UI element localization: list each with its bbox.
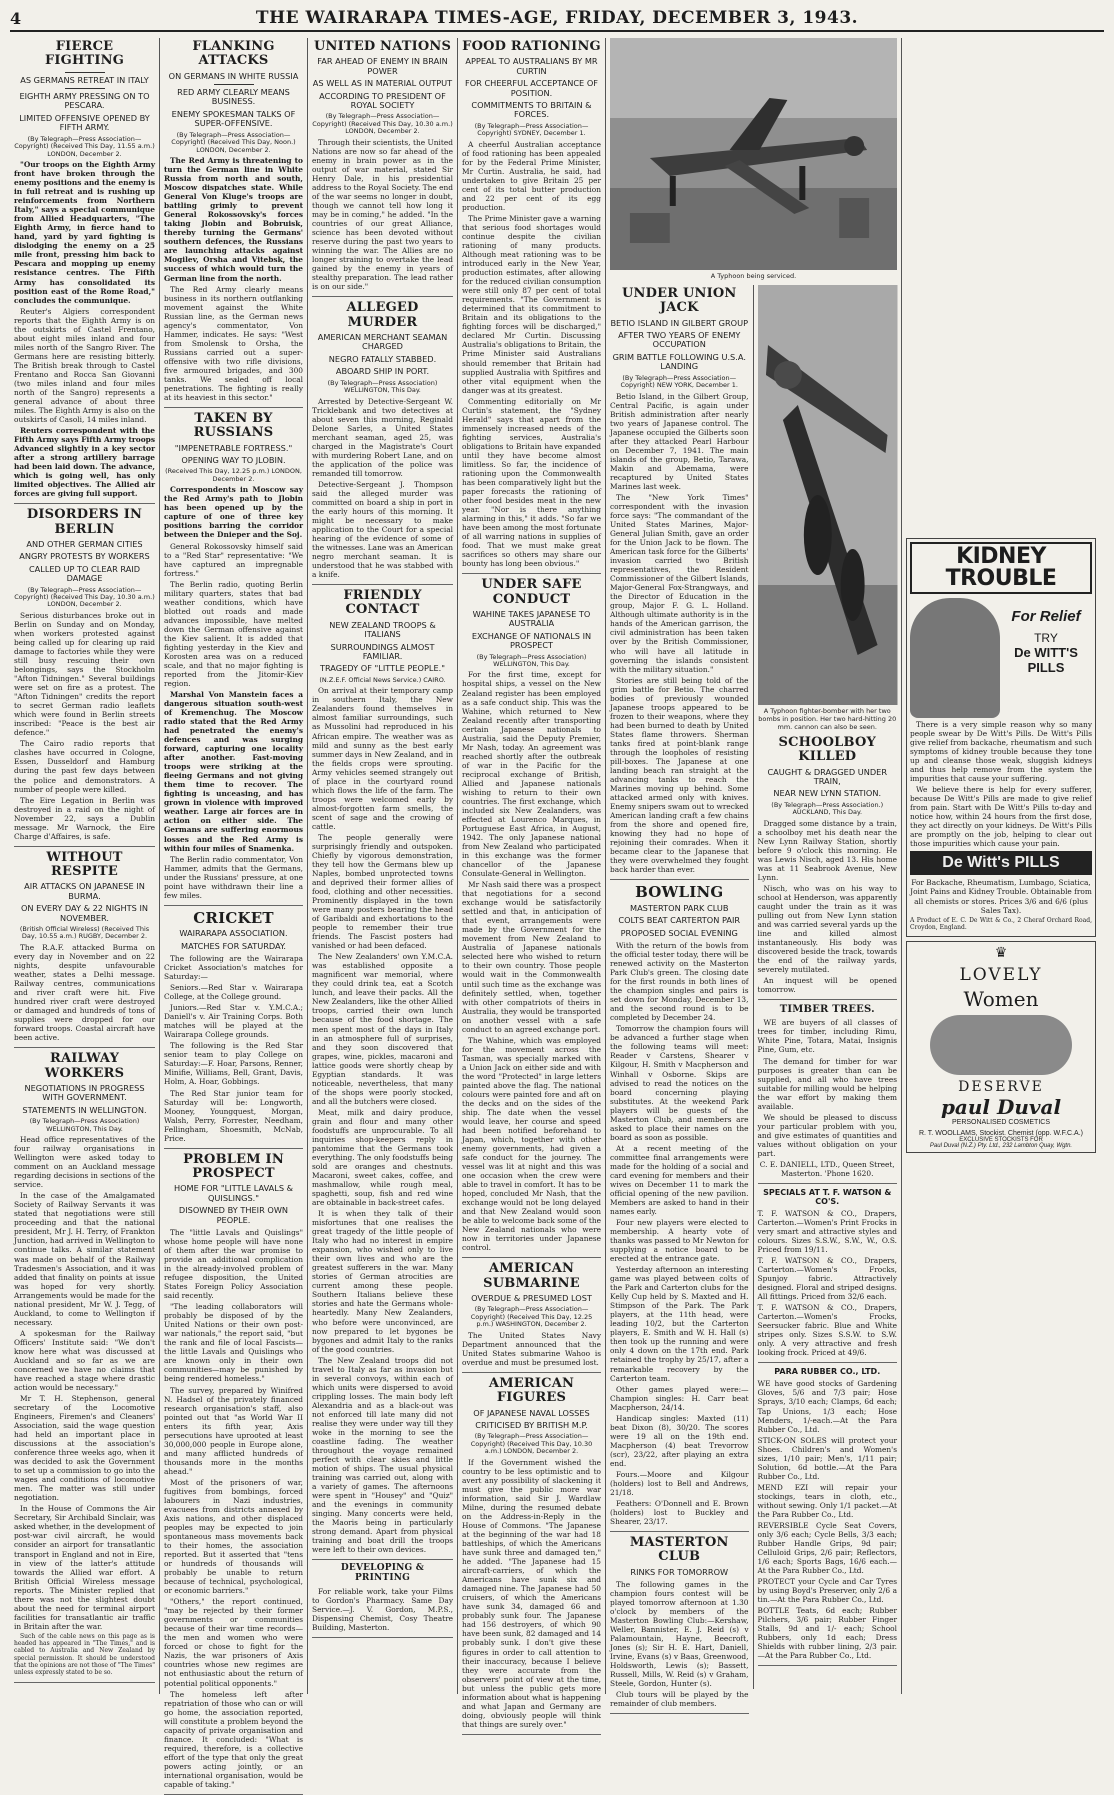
paragraph: "Others," the report continued, "may be rejected by their former governments or communities because of their war time records—the men and women who were forced or chose to fight for the Nazis, the war prisoners of Axis countries whose new regimes are not enthusiastic about the return of potential political opponents." — [164, 1597, 303, 1688]
headline: WITHOUT RESPITE — [46, 849, 123, 880]
brand: De WITT'S — [1014, 645, 1078, 660]
ad-title: KIDNEY TROUBLE — [910, 542, 1092, 594]
paragraph: Mr Nash said there was a prospect that negotiations for a second exchange would be satisfactorily settled and that, in anticipation of that event, arrangements were made by the Government for the movement from New Zealand to Australia of Japanese nationals selected here who wished to return to their own country. Those people would wait in the Commonwealth until such time as the exchange was definitely settled, when, together with other compatriots of theirs in Australia, they would be transported on another vessel with a safe conduct to an agreed exchange port. — [462, 880, 601, 1034]
maker: Paul Duval (N.Z.) Pty. Ltd., 232 Lambton Quay, Wgtn. — [929, 1143, 1073, 1150]
photo-caption: A Typhoon being serviced. — [710, 272, 797, 280]
paragraph: The demand for timber for war purposes is greater than can be supplied, and all who have trees suitable for milling would be helping the war effort by making them available. — [757, 1056, 897, 1111]
sub: PERSONALISED COSMETICS — [951, 1119, 1051, 1127]
paragraph: Reuter's Algiers correspondent reports that the Eighth Army is on the outskirts of Castel Frentano, about eight miles inland and four miles north of the Sangro River. The Germans here are resisting bitterly. The British break through to Castel Frentano and Rocca San Giovanni (two miles inland and four miles north of the Sangro) represents a general advance of about three miles. The Eighth Army is also on the outskirts of Casoli, 14 miles inland. — [14, 306, 155, 424]
paragraph: For the first time, except for hospital ships, a vessel on the New Zealand register has been employed as a safe conduct ship. This was the Wahine, which returned to New Zealand recently after transporting certain Japanese nationals to Australia, said the Deputy Premier, Mr Nash, today. An agreement was reached shortly after the outbreak of war in the Pacific for the reciprocal exchange of British, Allied and Japanese nationals wishing to return to their own countries. The first exchange, which included six New Zealanders, was effected at Lourenco Marques, in Portuguese East Africa, in August, 1942. The only Japanese national from New Zealand who participated in this exchange was the former chancellor of the Japanese Consulate-General in Wellington. — [462, 670, 601, 879]
paragraph: The following games in the champion fours contest will be played tomorrow afternoon at 1.30 o'clock by members of the Masterton Bowling Club:—Kershaw, Weller, Bannister, E. J. Reid (s) v Palamountain, Hayne, Beecroft, Jones (s); Sir H. E. Hart, Daniell, Irvine, Evans (s) v Baas, Greenwood, Holdsworth, Lewis (s); Bassett, Russell, Mills, W. Reid (s) v Graham, Steele, Gordon, Hunter (s). — [610, 1580, 749, 1689]
column-4 — [458, 38, 606, 1729]
paragraph: Commenting editorially on Mr Curtin's statement, the "Sydney Herald" says that apart from the immensely increased needs of the fighting services, Australia's obligations to Britain have expanded until they have become almost limitless. So far, the incidence of rationing upon the Commonwealth has been comparatively light but the paper forecasts the rationing of other food besides meat in the new year. "Nor is there anything alarming in this," it adds. "So far we have been among the most fortunate of all warring nations in supplies of food. That we must make great sacrifices so others may share our bounty has long been obvious." — [462, 396, 601, 569]
ad-timber-trees — [758, 1004, 898, 1184]
paragraph: Four new players were elected to membership. A hearty vote of thanks was passed to Mr Newton for supplying a notice board to be erected at the entrance gate. — [610, 1218, 749, 1264]
subhead: "IMPENETRABLE FORTRESS." — [174, 442, 293, 453]
story-cricket — [164, 910, 303, 1149]
subhead: ON EVERY DAY & 22 NIGHTS IN NOVEMBER. — [20, 903, 148, 923]
paragraph: Head office representatives of the four railway organisations in Wellington were asked today to comment on an Auckland message regarding decisions in sections of the service. — [14, 1135, 155, 1190]
subhead: TRAGEDY OF "LITTLE PEOPLE." — [319, 663, 446, 674]
paragraph: There is a very simple reason why so many people swear by De Witt's Pills. De Witt's Pills give relief from backache, rheumatism and such symptoms of kidney trouble because they tone up and cleanse those weak, sluggish kidneys and thus help remove from the system the impurities that cause your suffering. — [910, 720, 1092, 784]
headline: AMERICAN FIGURES — [488, 1376, 575, 1406]
column-7 — [902, 38, 1100, 1694]
photo-typhoon-serviced — [610, 38, 897, 270]
subhead: OF JAPANESE NAVAL LOSSES — [473, 1407, 590, 1418]
deserve-label: DESERVE — [958, 1079, 1044, 1096]
lovely-label: LOVELY — [959, 965, 1043, 986]
column-6 — [754, 285, 902, 1689]
paragraph: The New Zealand troops did not travel to Italy as far as invasion but in several convoys, within each of which units were dispersed to avoid crippling losses. The main body left Alexandria and as a black-out was not enforced till late many did not realise they were under way till they woke in the morning to see the coastline fading. The weather throughout the voyage remained perfect with clear skies and little motion of ships. The usual physical training was carried out, along with a variety of games. The afternoons were spent in "Housey" and "Quiz" and the evenings in community singing. Many concerts were held, the Maoris being in particularly strong demand. Apart from physical training and boat drill the troops were left to their own devices. — [312, 1355, 453, 1555]
paragraph: Through their scientists, the United Nations are now so far ahead of the enemy in brain power as in the output of war material, stated Sir Henry Dale, in his presidential address to the Royal Society. The end of the war seems no longer in doubt, though we cannot tell how long it may be in coming," he added. "In the countries of our great Alliance, science has been devoted without reserve during the past two years to winning the war. The Allies are no longer straining to overtake the lead gained by the enemy in years of stealthy preparation. The lead rather is on our side." — [312, 137, 453, 292]
column-5 — [606, 285, 754, 1709]
paragraph: The "little Lavals and Quislings" whose home people will have none of them after the war promise to provide an additional complication in the already-involved problem of refugee disposition, the United States Foreign Policy Association said recently. — [164, 1227, 303, 1301]
stockist: R. T. WOOLLAMS, Stockist. Chemist (opp. W.F.C.A.) — [918, 1130, 1084, 1138]
dateline: (British Official Wireless) (Received This Day, 10.55 a.m.) RUGBY, December 2. — [19, 925, 150, 941]
dateline: (By Telegraph—Press Association) WELLINGTON, This Day. — [29, 1117, 140, 1133]
paragraph: With the return of the bowls from the official tester today, there will be renewed activity on the Masterton Park Club's green. The closing date for the first rounds in both lines of the champion singles and pairs is set down for Monday, December 13, and the second round is to be completed by December 24. — [610, 941, 749, 1023]
paragraph: The Red Army clearly means business in its northern outflanking movement against the White Russian line, as the German news agency's commentator, Von Hammer, indicates. He says: "West from Smolensk to Orsha, the Russians carried out a super-offensive with two rifle divisions, five armoured brigades, and 300 tanks. We sealed off local penetrations. The fighting is really at its heaviest in this sector." — [164, 284, 303, 402]
column-2 — [160, 38, 308, 1789]
paragraph: We believe there is help for every sufferer, because De Witt's Pills are made to give relief from pain. Start with De Witt's Pills to-day and notice how, within 24 hours from the first dose, they act directly on your kidneys. De Witt's Pills are promptly on the job, helping to clear out those impurities which cause your pain. — [910, 785, 1092, 849]
paragraph: BOTTLE Teats, 6d each; Rubber Pilchers, 3/6 pair; Rubber Finger Stalls, 9d and 1/- each; School Rubbers, only 1d each; Dress Shields with rubber lining, 2/3 pair.—At the Para Rubber Co., Ltd. — [757, 1606, 897, 1661]
headline: FLANKING ATTACKS — [192, 39, 275, 69]
paragraph: MEND EZI will repair your stockings, tears in cloth, etc., without sewing. Only 1/1 packet.—At the Para Rubber Co., Ltd. — [757, 1482, 897, 1519]
story-under-safe-conduct — [462, 578, 601, 1258]
headline: UNDER SAFE CONDUCT — [481, 577, 582, 607]
story-bowling — [610, 884, 749, 1532]
paragraph: Betio Island, in the Gilbert Group, Central Pacific, is again under British administration after nearly two years of Japanese control. The Japanese occupied the Gilberts soon after they attacked Pearl Harbour on December 7, 1941. The main islands of the group, Betio, Tarawa, Makin and Abemama, were recaptured by United States Marines last week. — [610, 391, 749, 491]
subhead: COLTS BEAT CARTERTON PAIR — [618, 915, 741, 926]
subhead: OVERDUE & PRESUMED LOST — [471, 1293, 592, 1304]
paragraph: The following are the Wairarapa Cricket Association's matches for Saturday:— — [164, 954, 303, 982]
headline: ALLEGED MURDER — [346, 300, 419, 330]
dewitts-logo: De Witt's PILLS — [910, 851, 1092, 875]
paragraph: Handicap singles: Maxted (11) beat Dixon (8), 30/20. The scores were 19 all on the 19th end. Macpherson (4) beat Trevorrow (scr), 23/22, after playing an extra end. — [610, 1413, 749, 1468]
story-under-union-jack — [610, 287, 749, 880]
headline: FIERCE FIGHTING — [44, 39, 125, 69]
paragraph: Juniors.—Red Star v. Y.M.C.A.; Daniell's v. Air Training Corps. Both matches will be played at the Wairarapa College grounds. — [164, 1003, 303, 1040]
paragraph: On arrival at their temporary camp in southern Italy, the New Zealanders found themselves in almost familiar surroundings, such as Mussolini had reproduced in his African empire. The weather was as mild and sunny as the best early summer days in New Zealand, and in the fields crops were sprouting. Army vehicles seemed strangely out of place in the courtyard round which flows the life of the farm. The troops were welcomed early by almost-forgotten farm smells, the scent of sage and the crowing of cattle. — [312, 686, 453, 831]
photo-caption: A Typhoon fighter-bomber with her two bombs in position. Her two hard-hitting 20 mm. cannon can also be seen. — [758, 707, 897, 731]
subhead: EIGHTH ARMY PRESSING ON TO PESCARA. — [19, 91, 150, 111]
subhead: WAHINE TAKES JAPANESE TO AUSTRALIA — [472, 608, 591, 629]
paragraph: We should be pleased to discuss your particular problem with you, and give estimates of quantities and values without obligation on your part. — [757, 1112, 897, 1158]
page-number: 4 — [10, 8, 22, 28]
paragraph: Club tours will be played by the remainder of club members. — [610, 1690, 749, 1709]
paragraph: General Rokossovsky himself said to a "Red Star" representative: "We have captured an impregnable fortress." — [164, 541, 303, 578]
paragraph: In the House of Commons the Air Secretary, Sir Archibald Sinclair, was asked whether, in the development of post-war civil aircraft, he would consider an airport for transatlantic transport in England and not in Eire, in view of the latter's attitude towards the Allied war effort. A British Official Wireless message reports. The Minister replied that there was not the slightest doubt about the need for terminal airport facilities for transatlantic air traffic in Britain after the war. — [14, 1504, 155, 1631]
paragraph: T. F. WATSON & CO., Drapers, Carterton.—Women's Frocks, Spunjoy fabric. Attractively designed. Floral and striped designs. All fittings. Priced from 32/6 each. — [757, 1256, 897, 1302]
headline: UNDER UNION JACK — [622, 286, 737, 316]
paragraph: A spokesman for the Railway Officers' Institute said: "We don't know here what was discussed at Auckland and so far as we are concerned we have no claims that have reached a stage where drastic action would be necessary." — [14, 1328, 155, 1392]
subhead: AS WELL AS IN MATERIAL OUTPUT — [312, 78, 453, 89]
subhead: RED ARMY CLEARLY MEANS BUSINESS. — [177, 87, 290, 107]
try-label: TRY — [1034, 631, 1058, 645]
subhead: ABOARD SHIP IN PORT. — [335, 366, 430, 377]
headline: BOWLING — [635, 883, 724, 902]
dateline: (By Telegraph—Press Association—Copyright) NEW YORK, December 1. — [620, 373, 738, 390]
subhead: ENEMY SPOKESMAN TALKS OF SUPER-OFFENSIVE. — [171, 108, 296, 129]
headline: CRICKET — [193, 908, 274, 927]
subhead: FAR AHEAD OF ENEMY IN BRAIN POWER — [317, 56, 448, 76]
paragraph: The Berlin radio commentator, Von Hammer, admits that the Germans, under the Russians' pressure, at one point have withdrawn their line a few miles. — [164, 854, 303, 900]
paragraph: Marshal Von Manstein faces a dangerous situation south-west of Kremenchug. The Moscow radio stated that the Red Army had penetrated the enemy's defences and was surging forward, capturing one locality after another. Fast-moving troops were striking at the fleeing Germans and not giving them time to recover. The fighting is unceasing, and has grown in violence with improved weather. Large air forces are in action on either side. The Germans are suffering enormous losses and the Red Army is within four miles of Snamenka. — [164, 690, 303, 853]
story-american-figures — [462, 1377, 601, 1735]
subhead: WAIRARAPA ASSOCIATION. — [179, 928, 288, 939]
signature: C. E. DANIELL, LTD., Queen Street, Masterton. 'Phone 1620. — [759, 1159, 895, 1178]
headline: AMERICAN SUBMARINE — [483, 1261, 580, 1291]
paragraph: It is when they talk of their misfortunes that one realises the great tragedy of the little people of Italy who had no interest in empire expansion, who wished only to live their own lives and who are the greatest sufferers in the war. Many stories of German atrocities are current among these people. Southern Italians believe these stories and hate the Germans whole-heartedly. Many New Zealanders, who before were unconvinced, are now prepared to let bygones be bygones and admit Italy to the ranks of the good countries. — [312, 1209, 453, 1354]
subhead: AMERICAN MERCHANT SEAMAN CHARGED — [317, 331, 448, 352]
paragraph: T. F. WATSON & CO., Drapers, Carterton.—Women's Frocks, Seersucker fabric. Blue and White stripes only. Sizes S.S.W. to S.W. only. A very attractive and fresh looking frock. Priced at 49/6. — [757, 1303, 897, 1358]
subhead: GRIM BATTLE FOLLOWING U.S.A. LANDING — [612, 351, 746, 372]
paragraph: Nisch, who was on his way to school at Henderson, was apparently caught under the train as it was pulling out from New Lynn station and was carried several yards up the line and killed almost instantaneously. His body was discovered beside the track, towards the end of the railway yards, severely mutilated. — [757, 884, 897, 975]
paragraph: The people generally were surprisingly friendly and outspoken. Chiefly by vigorous demonstration, they tell how the Germans blew up Naples, bombed unprotected towns and deprived their former allies of food, clothing and other necessities. Prominently displayed in the town were many posters bearing the head of Garibaldi and exhortations to the people to remember their true friends. The Fascist posters had vanished or had been defaced. — [312, 832, 453, 951]
subhead: AIR ATTACKS ON JAPANESE IN BURMA. — [24, 881, 145, 901]
dateline: (By Telegraph—Press Association—Copyright) (Received This Day, 10.30 a.m.) LONDON, December 2. — [470, 1432, 593, 1456]
paragraph: Seniors.—Red Star v. Wairarapa College, at the College ground. — [164, 983, 303, 1002]
subhead: NEGOTIATIONS IN PROGRESS WITH GOVERNMENT. — [24, 1082, 145, 1103]
paragraph: Correspondents in Moscow say the Red Army's path to Jlobin has been opened up by the capture of one of three key positions barring the corridor between the Dnieper and the Soj. — [164, 485, 303, 540]
paragraph: The United States Navy Department announced that the United States submarine Wahoo is overdue and must be presumed lost. — [462, 1330, 601, 1367]
subhead: RINKS FOR TOMORROW — [630, 1566, 729, 1577]
subhead: OPENING WAY TO JLOBIN. — [181, 454, 286, 465]
subhead: AND OTHER GERMAN CITIES — [26, 538, 143, 549]
paragraph: The Red Star junior team for Saturday will be: Longworth, Mooney, Youngquest, Morgan, Walsh, Perry, Forrester, Needham, Fellingham, Shoesmith, McNab, Price. — [164, 1088, 303, 1143]
for-relief: For Relief — [1011, 608, 1081, 625]
paragraph: The homeless left after repatriation of those who can or will go home, the association reported, will constitute a problem beyond the capacity of private organisation and finance. It concluded: "What is required, therefore, is a collective effort of the type that only the great powers acting jointly, or an international organisation, would be capable of taking." — [164, 1689, 303, 1789]
subhead: HOME FOR "LITTLE LAVALS & QUISLINGS." — [173, 1183, 294, 1203]
maker: A Product of E. C. De Witt & Co., 2 Cheraf Orchard Road, Croydon, England. — [910, 916, 1092, 931]
paragraph: The Prime Minister gave a warning that serious food shortages would continue despite the civilian rationing of many products. Although meat rationing was to be introduced early in the New Year, production estimates, after allowing for the reduced civilian consumption were still only 87 per cent of total requirements. "The Government is determined that its commitment to Britain and its obligations to the fighting forces will be discharged," declared Mr Curtin. Discussing Australia's obligations to Britain, the Prime Minister said Australians should remember that Britain had supplied Australia with Spitfires and other vital equipment when the danger was at its greatest. — [462, 214, 601, 395]
headline: MASTERTON CLUB — [629, 1535, 729, 1565]
paragraph: The Red Army is threatening to turn the German line in White Russia from north and south, Moscow dispatches state. While General Von Kluge's troops are battling grimly to prevent General Rokossovsky's forces taking Jlobin and Bobruisk, thereby turning the Germans' southern defences, the Russians are launching attacks against Mogilev, Orsha and Vitebsk, the success of which would turn the German line from the north. — [164, 156, 303, 283]
paragraph: WE have good stocks of Gardening Gloves, 5/6 and 7/3 pair; Hose Sprays, 3/10 each; Clamps, 6d each; Tap Unions, 1/3 each; Hose Menders, 1/-each.—At the Para Rubber Co., Ltd. — [757, 1379, 897, 1434]
story-fierce-fighting — [14, 40, 155, 504]
masthead-title: THE WAIRARAPA TIMES-AGE, FRIDAY, DECEMBER 3, 1943. — [255, 8, 859, 28]
paragraph: "Our troops on the Eighth Army front have broken through the enemy positions and the enemy is in full retreat and is rushing up reinforcements from Northern Italy," says a special communique from Allied Headquarters, "The Eighth Army, in fierce hand to hand, yard by yard fighting is dislodging the enemy on a 25 mile front, pressing him back to Pescara and mopping up enemy resistance centres. The Fifth Army has consolidated its position east of the Rome Road," concludes the communique. — [14, 160, 155, 305]
subhead: CAUGHT & DRAGGED UNDER TRAIN, — [767, 766, 888, 787]
headline: SCHOOLBOY KILLED — [778, 735, 876, 765]
paragraph: An inquest will be opened tomorrow. — [757, 976, 897, 995]
paragraph: "The leading collaborators will probably be disposed of by the United Nations or their own post-war nationals," the report said, "but the rank and file of local Fascists—the little Lavals and Quislings who are known only in their own communities—may be punished by being rendered homeless." — [164, 1302, 303, 1384]
dateline: (By Telegraph—Press Association—Copyright) SYDNEY, December 1. — [474, 121, 589, 138]
subhead: NEAR NEW LYNN STATION. — [773, 788, 882, 799]
ad-developing-printing — [312, 1564, 453, 1638]
photo-typhoon-bomber — [758, 285, 898, 705]
subhead: FOR CHEERFUL ACCEPTANCE OF POSITION. — [465, 78, 598, 98]
women-label: Women — [963, 987, 1039, 1012]
dateline: (By Telegraph—Press Association—Copyright) (Received This Day, Noon.) LONDON, December 2. — [171, 130, 296, 154]
dateline: (By Telegraph—Press Association—Copyright) (Received This Day, 12.25 p.m.) WASHINGTON, December 2. — [470, 1305, 593, 1329]
story-alleged-murder — [312, 301, 453, 585]
paragraph: Arrested by Detective-Sergeant W. Tricklebank and two detectives at about seven this morning, Reginald Delone Sarles, a United States merchant seaman, aged 25, was charged in the Magistrate's Court with murdering Robert Lane, and on the application of the police was remanded till tomorrow. — [312, 396, 453, 478]
paragraph: The R.A.F. attacked Burma on every day in November and on 22 nights, despite unfavourable weather, states a Delhi message. Railway centres, communications and river craft were hit. Five hundred river craft were destroyed or damaged and hundreds of tons of supplies were dropped for our forward troops. Coastal aircraft have been active. — [14, 942, 155, 1043]
dateline: (By Telegraph—Press Association) WELLINGTON, This Day. — [476, 652, 587, 668]
paragraph: Reuters correspondent with the Fifth Army says Fifth Army troops Advanced slightly in a key sector after a strong artillery barrage had been laid down. The advance, which is going well, has only limited objectives. The Allied air forces are giving full support. — [14, 426, 155, 499]
story-disorders-in-berlin — [14, 508, 155, 846]
story-problem-in-prospect — [164, 1153, 303, 1795]
dateline: (N.Z.E.F. Official News Service.) CAIRO. — [319, 675, 446, 684]
ad-specials-watson — [758, 1188, 898, 1364]
story-taken-by-russians — [164, 412, 303, 906]
ad-dewitts-pills — [906, 538, 1096, 937]
headline: RAILWAY WORKERS — [44, 1051, 125, 1081]
paul-duval-logo: paul Duval — [940, 1095, 1062, 1120]
note: Such of the cable news on this page as is headed has appeared in "The Times," and is cabled to Australia and New Zealand by special permission. It should be understood that the opinions are not those of "The Times" unless expressly stated to be so. — [14, 1632, 155, 1677]
story-without-respite — [14, 851, 155, 1049]
paragraph: Other games played were:— Champion singles: H. Carr beat Macpherson, 24/14. — [610, 1384, 749, 1412]
paragraph: If the Government wished the country to be less optimistic and to avert any possibility of slackening it must give the public more war information, said Sir J. Wardlaw Milne, during the resumed debate on the Address-in-Reply in the House of Commons. "The Japanese at the beginning of the war had 18 battleships, of which the Americans have sunk three and damaged ten," he added. "The Japanese had 15 aircraft-carriers, of which the Americans have sunk six and damaged nine. The Japanese had 50 cruisers, of which the Americans have sunk 34, damaged 66 and probably sunk four. The Japanese had 156 destroyers, of which 90 have been sunk, 82 damaged and 14 probably sunk. I don't give these figures in order to call attention to their inaccuracy, because I believe they were accurate from the observers' point of view at the time, but unless the public gets more information about what is happening and what Japan and Germany are doing, obviously people will think that things are surely over." — [462, 1457, 601, 1729]
dateline: (By Telegraph—Press Association—Copyright) (Received This Day, 11.55 a.m.) LONDON, December 2. — [14, 134, 155, 158]
paragraph: At a recent meeting of the committee final arrangements were made for the holding of a social and card evening for members and their wives on December 11 to mark the official opening of the new pavilion. Members are asked to hand in their names early. — [610, 1143, 749, 1216]
paragraph: The Cairo radio reports that clashes have occurred in Cologne, Essen, Dusseldorf and Hamburg during the past few days between the police and demonstrators. A number of people were killed. — [14, 739, 155, 794]
paragraph: For reliable work, take your Films to Gordon's Pharmacy. Same Day Service.—J. V. Gordon, M.P.S., Dispensing Chemist, Cosy Theatre Building, Masterton. — [312, 1587, 453, 1633]
story-american-submarine — [462, 1262, 601, 1373]
subhead: STATEMENTS IN WELLINGTON. — [22, 1104, 147, 1115]
exclusive: EXCLUSIVE STOCKISTS FOR — [959, 1137, 1043, 1144]
paragraph: Most of the prisoners of war, fugitives from bombings, forced labourers in Nazi industries, evacuees from districts annexed by Axis nations, and other displaced peoples may be expected to join spontaneous mass movements back to their homes, the association reported. But it asserted that "tens or hundreds of thousands will probably be unable to return because of technical, psychological, or economic barriers." — [164, 1477, 303, 1596]
ad-para-rubber — [758, 1367, 898, 1666]
subhead: CALLED UP TO CLEAR RAID DAMAGE — [28, 563, 141, 584]
dateline: (By Telegraph—Press Association—Copyright) (Received This Day, 10.30 a.m.) LONDON, December 2. — [312, 112, 453, 136]
paragraph: The New Zealanders' own Y.M.C.A. was established opposite a magnificent war memorial, where they could drink tea, eat a Scotch lunch, and leave their packs. All the New Zealanders, like the other Allied troops, carried their own lunch because of the food shortage. The men spent most of the days in Italy in an atmosphere full of surprises, and they soon discovered that grapes, wine, pickles, macaroni and lattice goods were shortly cheap by Egyptian standards. It was noticeable, nevertheless, that many of the shops were poorly stocked, and all the butchers were closed. — [312, 952, 453, 1106]
dateline: (By Telegraph—Press Association.) AUCKLAND, This Day. — [771, 800, 884, 817]
headline: UNITED NATIONS — [313, 39, 452, 54]
paragraph: WE are buyers of all classes of trees for timber, including Rimu, White Pine, Totara, Matai, Insignis Pine, Gum, etc. — [757, 1018, 897, 1055]
dateline: (Received This Day, 12.25 p.m.) LONDON, December 2. — [165, 467, 302, 483]
paragraph: Feathers: O'Donnell and E. Brown (holders) lost to Buckley and Shearer, 23/17. — [610, 1498, 749, 1526]
paragraph: The survey, prepared by Winifred N. Hadsel of the privately financed research organisation's staff, also pointed out that "as World War II enters its fifth year, Axis persecutions have uprooted at least 30,000,000 people in Europe alone, and many afflicted hundreds of thousands more in the months ahead." — [164, 1385, 303, 1476]
uses: For Backache, Rheumatism, Lumbago, Sciatica, Joint Pains and Kidney Trouble. Obtainable from all chemists or stores. Prices 3/6 and 6/6 (plus Sales Tax). — [910, 878, 1092, 915]
dateline: (By Telegraph—Press Association) WELLINGTON, This Day. — [327, 378, 438, 395]
column-3 — [308, 38, 458, 1694]
headline: PARA RUBBER CO., LTD. — [774, 1367, 881, 1377]
paragraph: Serious disturbances broke out in Berlin on Sunday and on Monday, when workers protested against being called up for clearing up raid damage to factories while they were still busy rescuing their own belongings, says the Stockholm "Afton Tidningen." Several buildings were set on fire as a protest. The "Afton Tidningen" credits the report to secret German radio leaflets which were found in Berlin streets inscribed: "Peace is the best air defence." — [14, 610, 155, 738]
subhead: PROPOSED SOCIAL EVENING — [620, 927, 738, 938]
headline: DISORDERS IN BERLIN — [26, 507, 143, 537]
paragraph: Mr T. H. Stephenson, general secretary of the Locomotive Engineers, Firemen's and Cleaners' Association, said the wage question had held an important place in discussions at the association's conference three weeks ago, when it was decided to ask the Government to set up a commission to go into the wages and conditions of locomotive men. The matter was still under negotiation. — [14, 1393, 155, 1503]
headline: SPECIALS AT T. F. WATSON & CO'S. — [763, 1187, 892, 1206]
story-masterton-club — [610, 1536, 749, 1714]
story-flanking-attacks — [164, 40, 303, 408]
paragraph: PROTECT your Cycle and Car Tyres by using Boyd's Preserver, only 2/6 a tin.—At the Para Rubber Co., Ltd. — [757, 1577, 897, 1605]
paragraph: The following is the Red Star senior team to play College on Saturday:—F. Hoar, Parsons, Renner, Minifie, Williams, Bell, Grant, Davis, Holm, A. Hoar, Gobbings. — [164, 1041, 303, 1087]
headline: TIMBER TREES. — [779, 1004, 875, 1016]
paragraph: The Eire Legation in Berlin was destroyed in a raid on the night of November 22, says a Dublin message. Mr Warnock, the Eire Charge d'Affaires, is safe. — [14, 795, 155, 841]
subhead: EXCHANGE OF NATIONALS IN PROSPECT — [471, 630, 592, 651]
headline: TAKEN BY RUSSIANS — [193, 410, 274, 441]
paragraph: The Wahine, which was employed for the movement across the Tasman, was specially marked with a Union Jack on either side and with the word "Protected" in large letters painted above the flag. The national colours were painted fore and aft on the decks and on the sides of the ship. The date when the vessel would leave, her course and speed had been notified beforehand to Japan, which, together with other enemy governments, had given a safe conduct for the journey. The vessel was lit at night and this was one occasion when the crew were able to travel in comfort. It has to be hoped, concluded Mr Nash, that the exchange would not be long delayed and that New Zealand would soon be able to welcome back some of the New Zealand nationals who were now in territories under Japanese control. — [462, 1035, 601, 1253]
masthead — [10, 6, 1104, 32]
headline: FOOD RATIONING — [462, 39, 601, 54]
headline: DEVELOPING & PRINTING — [340, 1563, 425, 1584]
story-schoolboy-killed — [758, 736, 898, 1000]
story-united-nations — [312, 40, 453, 297]
dateline: (By Telegraph—Press Association—Copyright) (Received This Day, 10.30 a.m.) LONDON, December 2. — [14, 585, 155, 609]
paragraph: A cheerful Australian acceptance of food rationing has been appealed for by the Federal Prime Minister, Mr Curtin. Australia, he said, had undertaken to give Britain 25 per cent of its total butter production and 22 per cent of its egg production. — [462, 139, 601, 212]
paragraph: The "New York Times" correspondent with the invasion force says: "The commandant of the United States Marines, Major-General Julian Smith, gave an order for the Union Jack to be flown. The American task force for the Gilberts' invasion carried two British representatives, the Resident Commissioner of the Gilbert Islands, Major-General Fox-Strangways, and the Director of Education in the group, Major F. G. L. Holland. Although ultimate authority is in the hands of the American garrison, the civil administration has been taken over by the British Commissioner, who will have all latitude in governing the islands consistent with the military situation." — [610, 492, 749, 674]
paragraph: T. F. WATSON & CO., Drapers, Carterton.—Women's Print Frocks in very smart and attractive styles and colours. Sizes S.S.W., S.W., W., O.S. Priced from 19/11. — [757, 1208, 897, 1255]
column-1 — [10, 38, 160, 1694]
subhead: ANGRY PROTESTS BY WORKERS — [19, 551, 150, 562]
subhead: CRITICISED BY BRITISH M.P. — [475, 1420, 588, 1431]
subhead: MASTERTON PARK CLUB — [630, 902, 729, 913]
paragraph: Meat, milk and dairy produce, grain and flour and many other foodstuffs are unprocurable. To all inquiries shop-keepers reply in pantomime that the Germans took everything. The only foodstuffs being sold are oranges and chestnuts. Macaroni, sweet cakes, coffee, and mashmallow, while rough meal, spaghetti, soup, fish and red wine are obtainable in back-street cafes. — [312, 1107, 453, 1208]
paragraph: REVERSIBLE Cycle Seat Covers, only 3/6 each; Cycle Bells, 3/3 each; Rubber Handle Grips, 9d pair; Celluloid Grips, 2/6 pair; Reflectors, 1/6 each; Sports Bags, 16/6 each.—At the Para Rubber Co., Ltd. — [757, 1520, 897, 1576]
subhead: SURROUNDINGS ALMOST FAMILIAR. — [330, 641, 435, 662]
paragraph: STICK-ON SOLES will protect your Shoes. Children's and Women's sizes, 1/10 pair; Men's, 1/11 pair; Solution, 6d bottle.—At the Para Rubber Co., Ltd. — [757, 1435, 897, 1481]
portrait-image — [930, 1015, 1072, 1075]
story-friendly-contact — [312, 589, 453, 1560]
paragraph: Dragged some distance by a train, a schoolboy met his death near the New Lynn Railway Station, shortly before 9 o'clock this morning. He was Lewis Nisch, aged 13. His home was at 11 Seabrook Avenue, New Lynn. — [757, 818, 897, 882]
crown-icon: ♛ — [994, 945, 1008, 962]
paragraph: Stories are still being told of the grim battle for Betio. The charred bodies of previously wounded Japanese troops appeared to be frozen to their weapons, where they had been burned to death by United States flame throwers. Sherman tanks fired at point-blank range through the loopholes of resisting pill-boxes. The Japanese at one landing beach ran straight at the advancing tanks to reach the Marines moving up behind. Some attacked armed only with knives. Enemy snipers swam out to wrecked American landing craft a few chains from the shore and opened fire, knowing they had no hope of rejoining their comrades. When it became clear to the Japanese that they were overwhelmed they fought back harder than ever. — [610, 675, 749, 875]
subhead: NEGRO FATALLY STABBED. — [328, 353, 437, 364]
pills-label: PILLS — [1027, 660, 1065, 675]
subhead: APPEAL TO AUSTRALIANS BY MR CURTIN — [465, 56, 598, 76]
subhead: AFTER TWO YEARS OF ENEMY OCCUPATION — [618, 330, 741, 350]
paragraph: Yesterday afternoon an interesting game was played between colts of the Park and Carterton clubs for the Kelly Cup held by S. Maxted and H. Stimpson of the Park. The Park players, at the 11th head, were leading 10/2, but the Carterton players, E. Smith and W. H. Hall (s) then took up the running and were only 4 down on the 17th end. Park retained the trophy by 25/17, after a remarkable recovery by the Carterton team. — [610, 1265, 749, 1383]
subhead: NEW ZEALAND TROOPS & ITALIANS — [329, 619, 436, 640]
headline: PROBLEM IN PROSPECT — [183, 1151, 284, 1181]
paragraph: Tomorrow the champion fours will be advanced a further stage when the following teams will meet: Reader v Carstens, Shearer v Kilgour, H. Smith v Macpherson and Winhall v Osborne. Skips are advised to read the notices on the board concerning playing substitutes. At the weekend Park players will be guests of the Masterton Club, and members are asked to place their names on the board as soon as possible. — [610, 1024, 749, 1142]
paragraph: Fours.—Moore and Kilgour (holders) lost to Bell and Andrews, 21/18. — [610, 1469, 749, 1497]
subhead: DISOWNED BY THEIR OWN PEOPLE. — [178, 1205, 289, 1225]
woman-portrait-icon — [910, 598, 1000, 718]
paragraph: Detective-Sergeant J. Thompson said the alleged murder was committed on board a ship in port in the early hours of this morning. It might be necessary to make application to the Court for a special hearing of the evidence of some of the witnesses. Lane was an American negro merchant seaman. It is understood that he was stabbed with a knife. — [312, 479, 453, 580]
headline: FRIENDLY CONTACT — [343, 588, 422, 618]
subhead: ACCORDING TO PRESIDENT OF ROYAL SOCIETY — [319, 90, 446, 110]
subhead: MATCHES FOR SATURDAY. — [181, 940, 286, 951]
subhead: LIMITED OFFENSIVE OPENED BY FIFTH ARMY. — [19, 112, 150, 133]
ad-paul-duval — [906, 941, 1096, 1153]
subhead: COMMITMENTS TO BRITAIN & FORCES. — [471, 99, 592, 120]
story-railway-workers — [14, 1052, 155, 1682]
subhead: BETIO ISLAND IN GILBERT GROUP — [610, 317, 749, 328]
subhead: AS GERMANS RETREAT IN ITALY — [20, 74, 149, 85]
paragraph: In the case of the Amalgamated Society of Railway Servants it was stated that negotiations were still proceeding and that the national president, Mr J. H. Terry, of Frankton Junction, had arrived in Wellington to continue talks. A similar statement was made on behalf of the Railway Tradesmen's Association, and it was added that finality on points at issue was hoped for very shortly. Arrangements would be made for the national president, Mr W. J. Tegg, of Auckland, to come to Wellington if necessary. — [14, 1191, 155, 1327]
subhead: ON GERMANS IN WHITE RUSSIA — [168, 70, 299, 81]
story-food-rationing — [462, 40, 601, 574]
paragraph: The Berlin radio, quoting Berlin military quarters, states that bad weather conditions, which have blotted out roads and made advances impossible, have melted down the German offensive against the Kiev salient. It is added that fighting yesterday in the Kiev and Korosten area was on a reduced scale, and that no major fighting is reported from the Jitomir-Kiev region. — [164, 579, 303, 688]
